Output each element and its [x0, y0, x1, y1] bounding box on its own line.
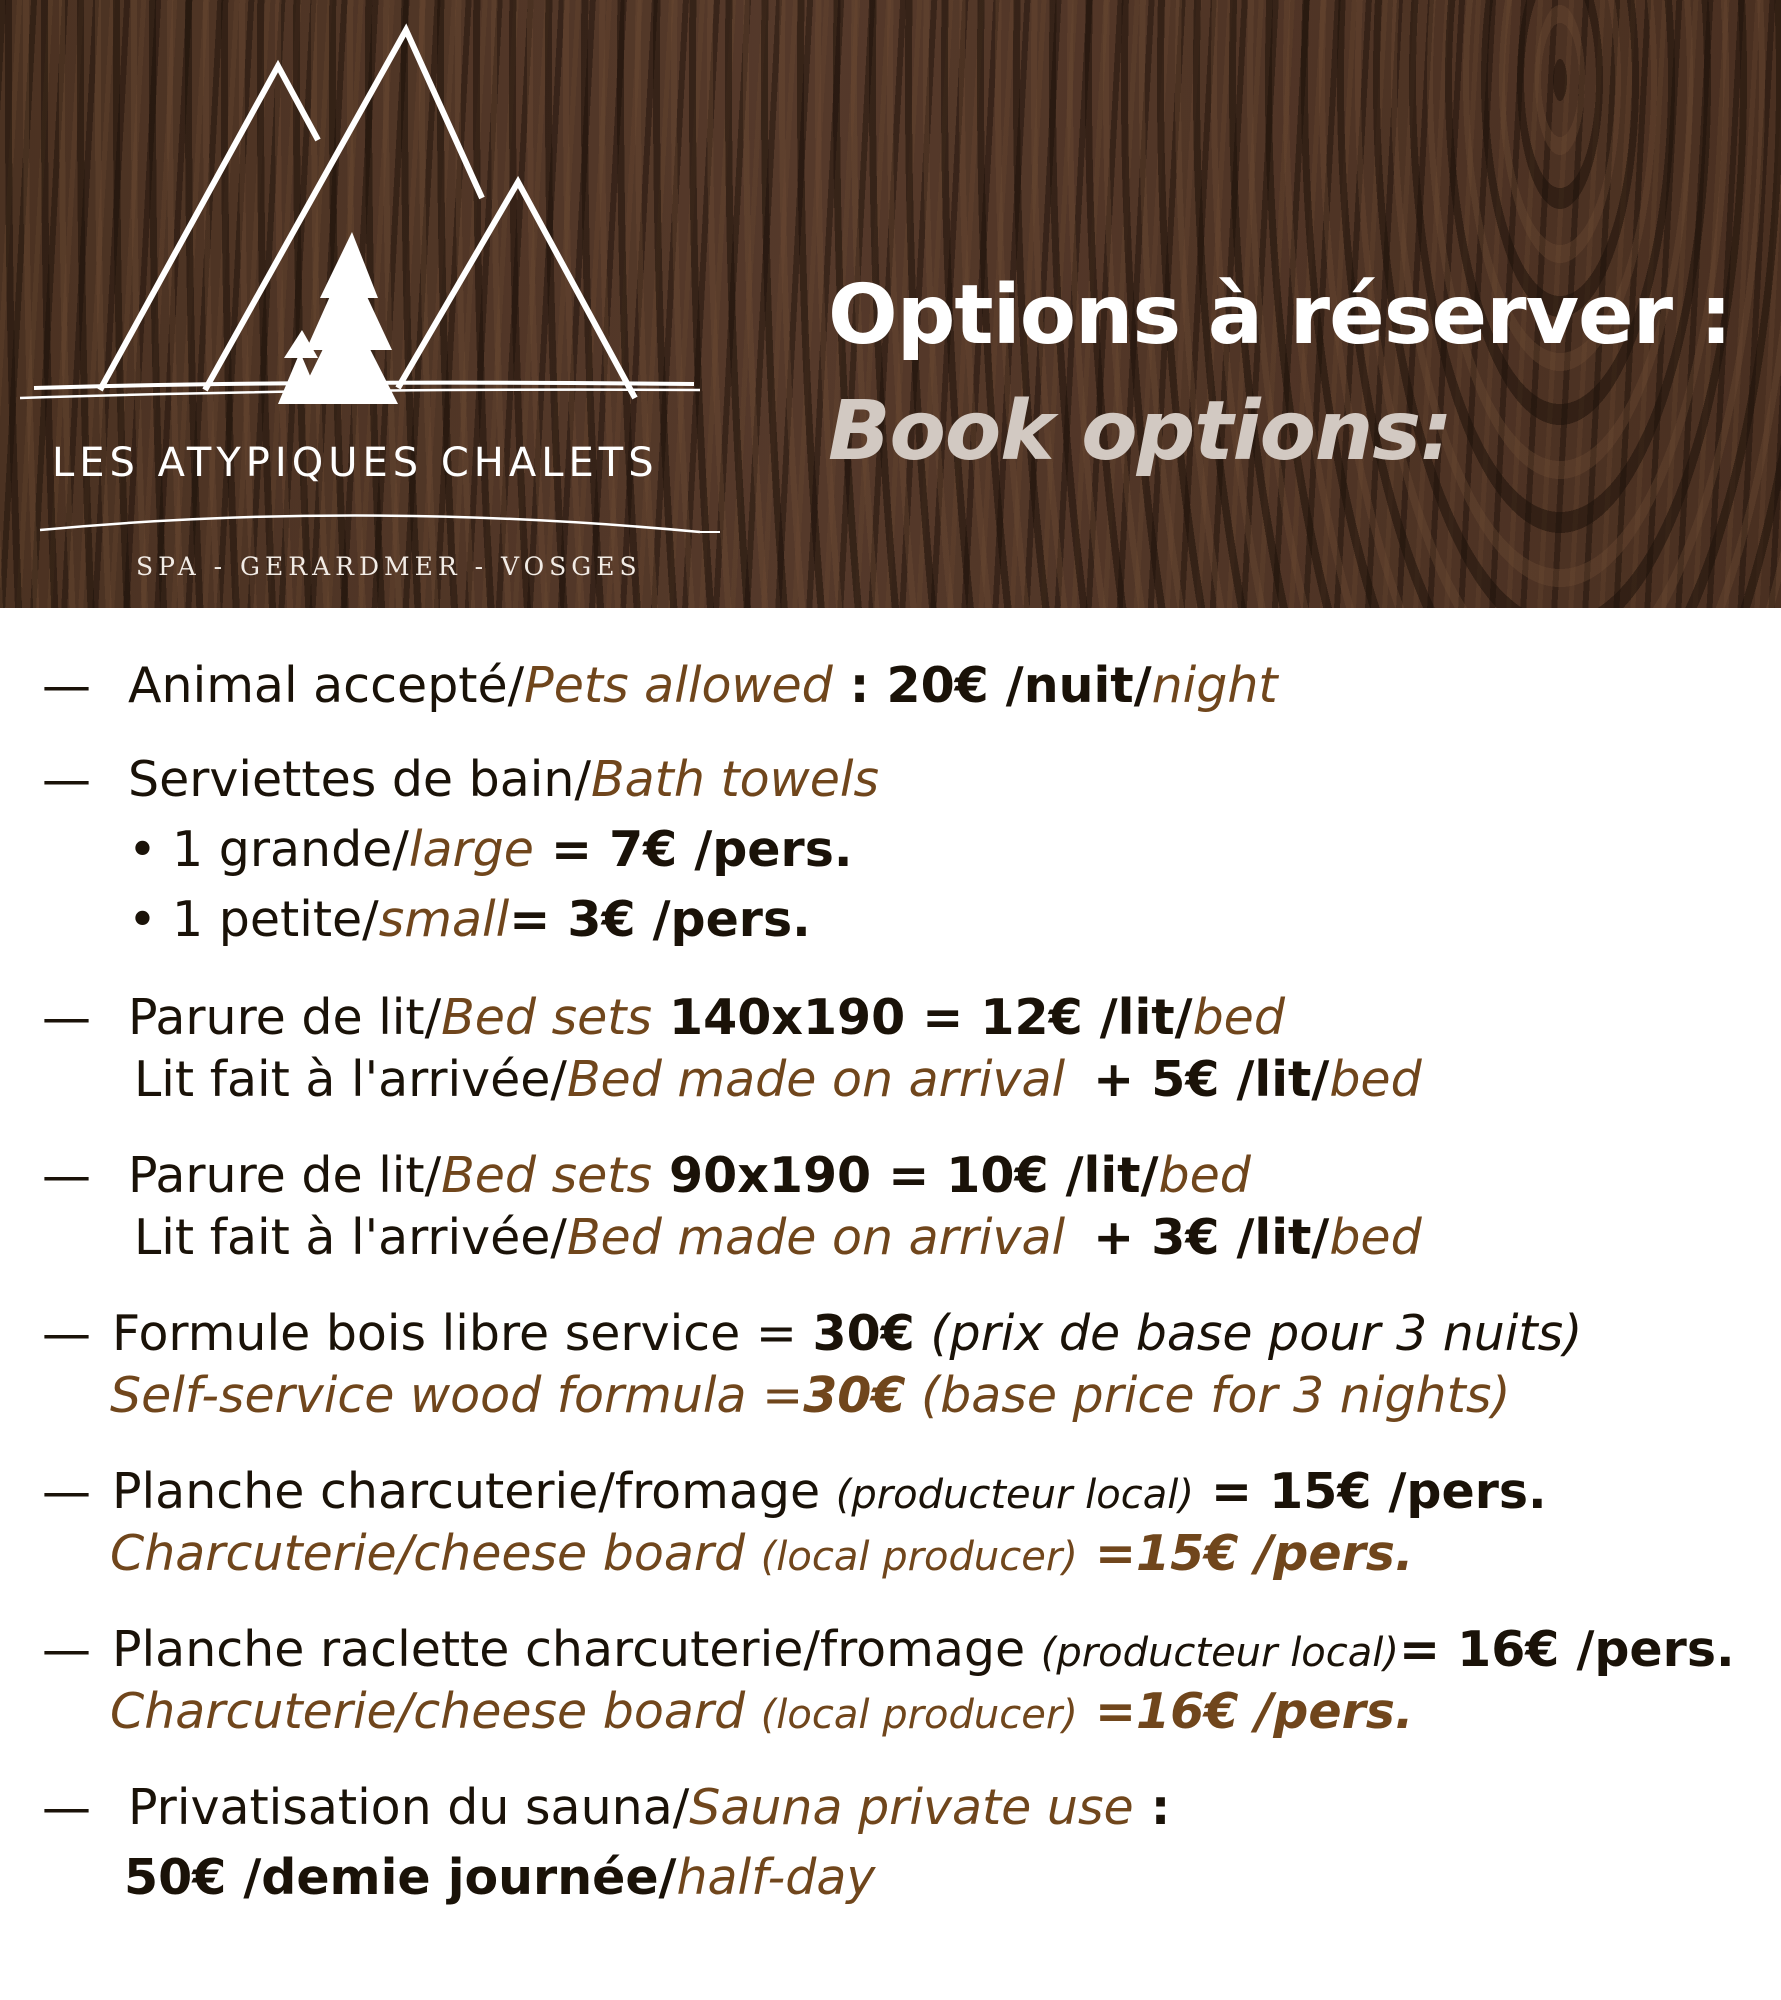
option-bed-140-made: Lit fait à l'arrivée/Bed made on arrival + 5€ /lit/bed: [134, 1051, 1422, 1108]
brand-name: LES ATYPIQUES CHALETS: [52, 440, 659, 486]
option-wood-english: Self-service wood formula =30€ (base price for 3 nights): [110, 1367, 1511, 1424]
mountains-pine-trees-icon: [0, 0, 720, 608]
dash: —: [42, 751, 91, 808]
option-pets: — Animal accepté/Pets allowed : 20€ /nuit/night: [42, 657, 1278, 714]
bullet-icon: •: [128, 891, 157, 948]
option-bed-90: — Parure de lit/Bed sets 90x190 = 10€ /lit/bed: [42, 1147, 1251, 1204]
option-bed-90-made: Lit fait à l'arrivée/Bed made on arrival + 3€ /lit/bed: [134, 1209, 1422, 1266]
dash: —: [42, 1779, 91, 1836]
page-title: Options à réserver :: [828, 268, 1732, 363]
dash: —: [42, 1463, 91, 1520]
dash: —: [42, 657, 91, 714]
dash: —: [42, 989, 91, 1046]
option-towel-large: • 1 grande/large = 7€ /pers.: [128, 821, 853, 878]
option-towel-small: • 1 petite/small= 3€ /pers.: [128, 891, 811, 948]
dash: —: [42, 1305, 91, 1362]
dash: —: [42, 1621, 91, 1678]
dash: —: [42, 1147, 91, 1204]
option-board-english: Charcuterie/cheese board (local producer) =15€ /pers.: [110, 1525, 1414, 1582]
page-title-english: Book options:: [828, 384, 1452, 479]
brand-subtitle: SPA - GERARDMER - VOSGES: [136, 552, 642, 581]
option-sauna-price: 50€ /demie journée/half-day: [124, 1849, 876, 1906]
option-towels: — Serviettes de bain/Bath towels: [42, 751, 880, 808]
option-bed-140: — Parure de lit/Bed sets 140x190 = 12€ /lit/bed: [42, 989, 1285, 1046]
bullet-icon: •: [128, 821, 157, 878]
option-wood: — Formule bois libre service = 30€ (prix de base pour 3 nuits): [42, 1305, 1583, 1362]
option-raclette: — Planche raclette charcuterie/fromage (producteur local)= 16€ /pers.: [42, 1621, 1735, 1678]
option-raclette-english: Charcuterie/cheese board (local producer) =16€ /pers.: [110, 1683, 1414, 1740]
header-banner: [0, 0, 1781, 608]
option-sauna: — Privatisation du sauna/Sauna private use :: [42, 1779, 1171, 1836]
option-board: — Planche charcuterie/fromage (producteur local) = 15€ /pers.: [42, 1463, 1547, 1520]
